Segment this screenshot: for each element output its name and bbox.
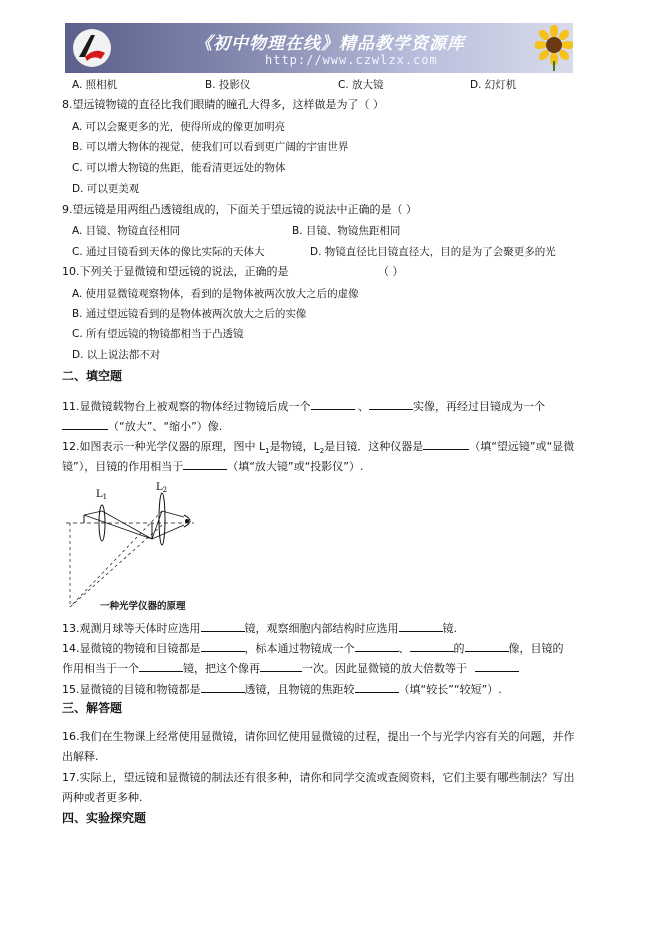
q15-blank-1[interactable] — [201, 681, 245, 693]
logo-icon — [71, 27, 113, 69]
q7-option-b: B. 投影仪 — [205, 79, 251, 91]
section-title-answer: 三、解答题 — [62, 701, 123, 715]
q14-blank-5[interactable] — [139, 660, 183, 672]
q8-stem: 8.望远镜物镜的直径比我们眼睛的瞳孔大得多，这样做是为了（ ） — [62, 98, 384, 111]
q8-option-d: D. 可以更美观 — [72, 183, 140, 195]
q15-line: 15.显微镜的目镜和物镜都是 透镜，且物镜的焦距较 （填“较长”“较短”）. — [62, 683, 502, 696]
q13-blank-1[interactable] — [201, 620, 245, 632]
q9-option-c: C. 通过目镜看到天体的像比实际的天体大 — [72, 246, 265, 258]
q10-option-c: C. 所有望远镜的物镜都相当于凸透镜 — [72, 328, 244, 340]
q11-blank-3[interactable] — [62, 418, 108, 430]
q10-option-b: B. 通过望远镜看到的是物体被两次放大之后的实像 — [72, 308, 307, 320]
banner-title: 《初中物理在线》精品教学资源库 — [195, 34, 465, 54]
q11-blank-2[interactable] — [369, 398, 413, 410]
q10-stem: 10.下列关于显微镜和望远镜的说法，正确的是 — [62, 265, 289, 278]
q14-blank-4[interactable] — [465, 640, 509, 652]
q9-option-a: A. 目镜、物镜直径相同 — [72, 225, 181, 237]
q7-option-d: D. 幻灯机 — [470, 79, 517, 91]
lens-l2 — [159, 493, 165, 545]
q11-blank-1[interactable] — [311, 398, 355, 410]
q14-blank-2[interactable] — [355, 640, 399, 652]
q10-option-a: A. 使用显微镜观察物体，看到的是物体被两次放大之后的虚像 — [72, 288, 359, 300]
section-title-fill-in: 二、填空题 — [62, 369, 123, 383]
q10-option-d: D. 以上说法都不对 — [72, 349, 161, 361]
q11-line2: （“放大”、“缩小”）像. — [62, 418, 222, 434]
section-title-experiment: 四、实验探究题 — [62, 811, 147, 825]
q17-line1: 17.实际上，望远镜和显微镜的制法还有很多种，请你和同学交流或查阅资料，它们主要有哪些制法？写出 — [62, 771, 575, 784]
q10-paren: （ ） — [378, 265, 404, 278]
q14-blank-7[interactable] — [475, 660, 519, 672]
q7-option-a: A. 照相机 — [72, 79, 118, 91]
q14-blank-3[interactable] — [410, 640, 454, 652]
q12-blank-2[interactable] — [183, 458, 227, 470]
q17-line2: 两种或者更多种. — [62, 791, 143, 804]
banner-url: http://www.czwlzx.com — [265, 53, 438, 67]
q13-blank-2[interactable] — [399, 620, 443, 632]
q8-option-b: B. 可以增大物体的视觉，使我们可以看到更广阔的宇宙世界 — [72, 141, 349, 153]
q9-option-b: B. 目镜、物镜焦距相同 — [292, 225, 401, 237]
q7-option-c: C. 放大镜 — [338, 79, 384, 91]
q12-blank-1[interactable] — [423, 438, 469, 450]
figure-caption: 一种光学仪器的原理 — [100, 601, 186, 612]
q8-option-c: C. 可以增大物镜的焦距，能看清更远处的物体 — [72, 162, 286, 174]
q14-blank-6[interactable] — [260, 660, 302, 672]
q13-line: 13.观测月球等天体时应选用 镜，观察细胞内部结构时应选用 镜. — [62, 622, 457, 635]
sunflower-icon — [535, 25, 573, 71]
q8-option-a: A. 可以会聚更多的光，使得所成的像更加明亮 — [72, 121, 286, 133]
optical-instrument-diagram — [62, 481, 222, 617]
label-l1: $L_1$ — [96, 489, 108, 501]
q14-line1: 14.显微镜的物镜和目镜都是 ，标本通过物镜成一个 、 的 像，目镜的 — [62, 642, 564, 655]
q16-line1: 16.我们在生物课上经常使用显微镜，请你回忆使用显微镜的过程，提出一个与光学内容有关的问题，并作 — [62, 730, 575, 743]
q16-line2: 出解释. — [62, 750, 99, 763]
q9-stem: 9.望远镜是用两组凸透镜组成的，下面关于望远镜的说法中正确的是（ ） — [62, 203, 417, 216]
q15-blank-2[interactable] — [355, 681, 399, 693]
q11-line1: 11.显微镜载物台上被观察的物体经过物镜后成一个 、 实像，再经过目镜成为一个 — [62, 400, 545, 413]
label-l2: $L_2$ — [156, 482, 168, 494]
q14-blank-1[interactable] — [201, 640, 245, 652]
q12-line2: 镜”），目镜的作用相当于 （填“放大镜”或“投影仪”）. — [62, 460, 364, 473]
q9-option-d: D. 物镜直径比目镜直径大，目的是为了会聚更多的光 — [310, 246, 556, 258]
header-banner — [65, 23, 573, 73]
q14-line2: 作用相当于一个 镜，把这个像再 一次。因此显微镜的放大倍数等于 — [62, 660, 519, 676]
q12-line1: 12.如图表示一种光学仪器的原理，图中 $L_1$是物镜，$L_2$是目镜．这种仪器是 （填“望远镜”或“显微 — [62, 440, 575, 456]
